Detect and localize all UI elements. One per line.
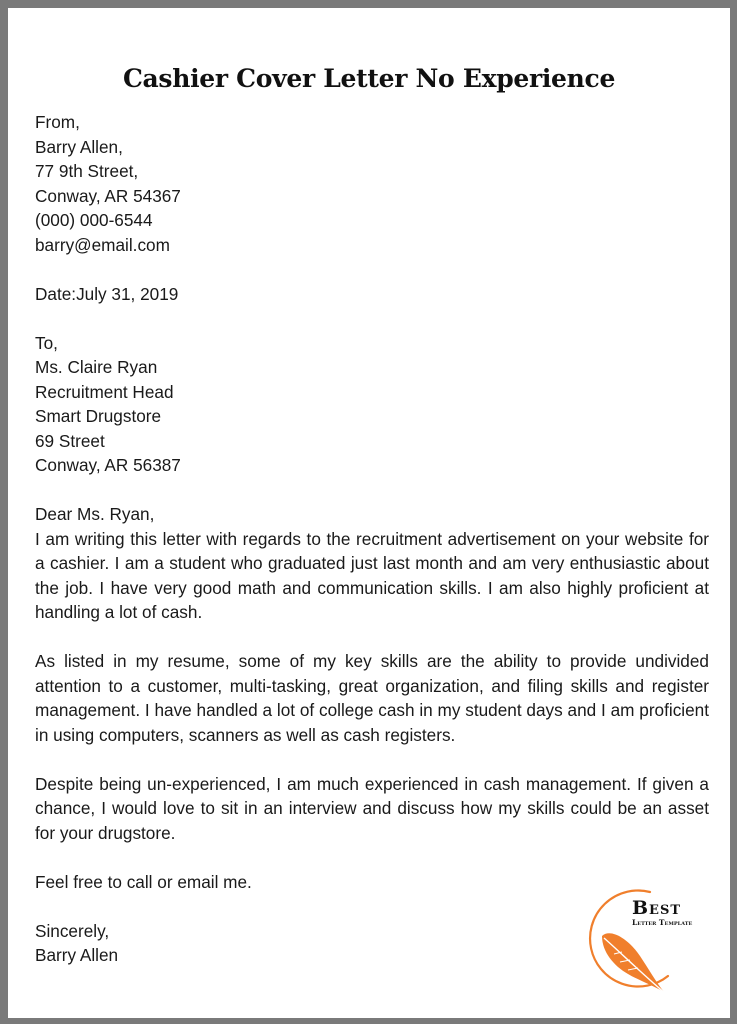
- closing-sign-off: Sincerely,: [35, 920, 110, 941]
- body-paragraph-2: As listed in my resume, some of my key skills are the ability to provide undivided attention to a customer, multi-tasking, great organization, and filing skills and register management. I have handled a lot of college cash in my student days and I am proficient in using computers, scanners as well as cash registers.: [35, 651, 709, 745]
- recipient-street: 69 Street: [35, 430, 105, 451]
- sender-email: barry@email.com: [35, 234, 170, 255]
- sender-city: Conway, AR 54367: [35, 185, 181, 206]
- letter-date: Date:July 31, 2019: [35, 283, 179, 304]
- recipient-city: Conway, AR 56387: [35, 455, 181, 475]
- sender-label: From,: [35, 112, 80, 132]
- recipient-label: To,: [35, 332, 58, 353]
- sender-name: Barry Allen,: [35, 136, 123, 157]
- closing-name: Barry Allen: [35, 945, 119, 965]
- recipient-company: Smart Drugstore: [35, 406, 162, 426]
- logo-best-text: Best: [632, 897, 682, 919]
- recipient-title: Recruitment Head: [35, 381, 174, 402]
- letter-body: [35, 110, 709, 968]
- logo-subtitle-text: Letter Template: [632, 918, 693, 927]
- recipient-block: [35, 331, 709, 478]
- sender-block: [35, 110, 709, 257]
- salutation: Dear Ms. Ryan,: [35, 504, 155, 524]
- recipient-name: Ms. Claire Ryan: [35, 357, 158, 377]
- quill-feather-icon: [602, 933, 666, 994]
- body-paragraph-3: Despite being un-experienced, I am much experienced in cash management. If given a chance, I would love to sit in an interview and discuss how my skills could be an asset for your drugstore.: [35, 773, 709, 843]
- letter-page: [8, 8, 730, 1018]
- body-paragraph-1: I am writing this letter with regards to the recruitment advertisement on your website for a cashier. I am a student who graduated just last month and am very enthusiastic about the job. I have very good math and communication skills. I am also highly proficient at handling a lot of cash.: [35, 528, 709, 622]
- page-title: Cashier Cover Letter No Experience: [122, 64, 616, 93]
- best-letter-template-logo: [580, 884, 700, 996]
- sender-street: 77 9th Street,: [35, 161, 139, 181]
- sender-phone: (000) 000-6544: [35, 210, 153, 230]
- body-paragraph-4: Feel free to call or email me.: [35, 871, 252, 892]
- logo-wordmark: [632, 898, 692, 928]
